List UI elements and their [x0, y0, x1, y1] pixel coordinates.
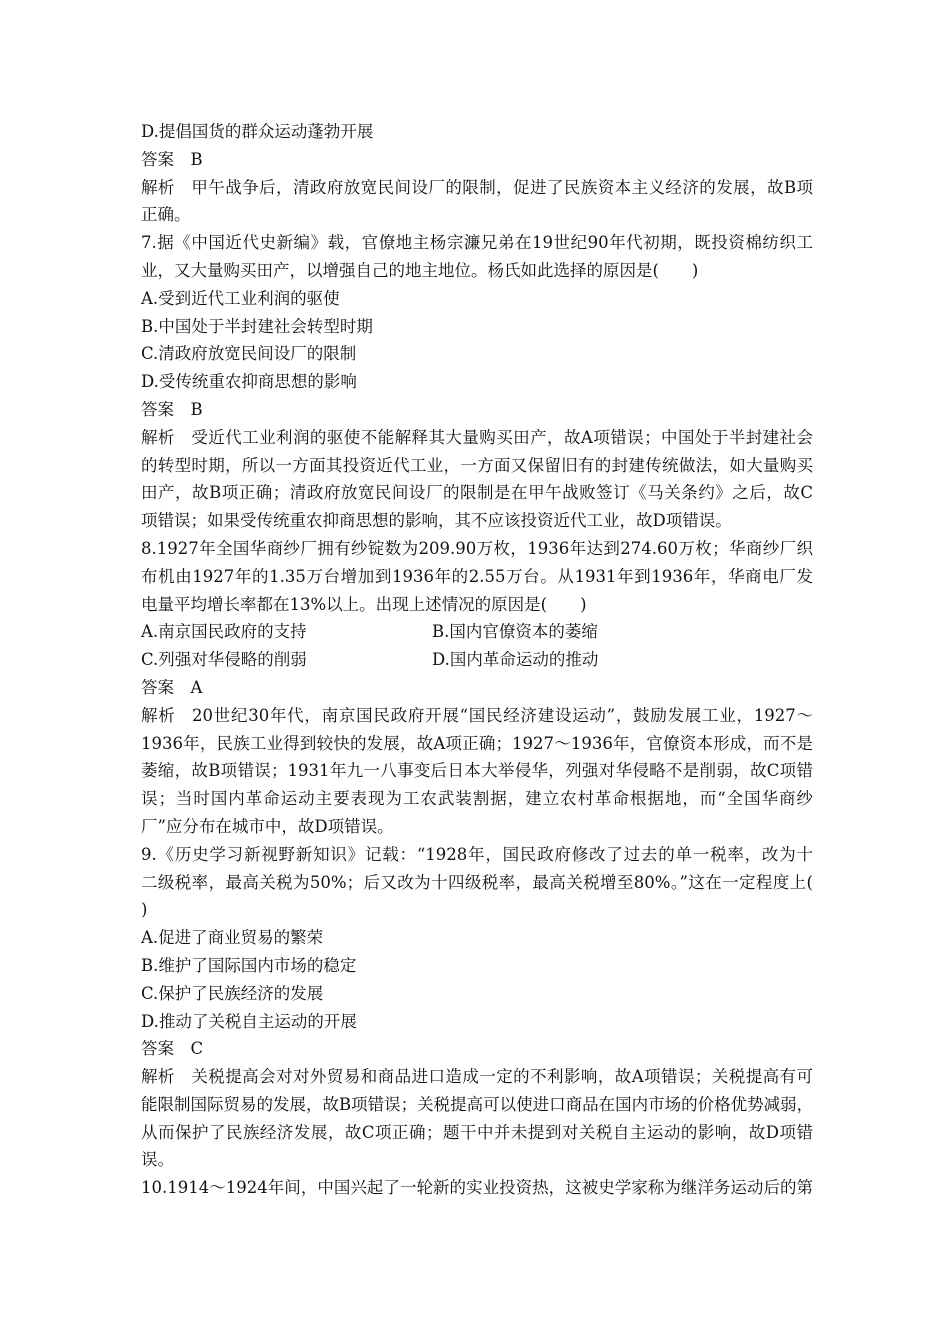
q8-option-d: D.国内革命运动的推动 [432, 650, 599, 670]
q8-option-c: C.列强对华侵略的削弱 [141, 650, 307, 670]
q8-options-row [141, 646, 813, 674]
q9-option-a: A.促进了商业贸易的繁荣 [141, 928, 324, 948]
q9-option-c: C.保护了民族经济的发展 [141, 983, 324, 1003]
q9-option-b: B.维护了国际国内市场的稳定 [141, 955, 357, 975]
q7-option-b: B.中国处于半封建社会转型时期 [141, 316, 373, 336]
answer-value: B [190, 149, 203, 169]
q6-analysis-line: 正确。 [141, 205, 191, 225]
q6-option-d: D.提倡国货的群众运动蓬勃开展 [141, 122, 374, 141]
q7-analysis-line: 的转型时期，所以一方面其投资近代工业，一方面又保留旧有的封建传统做法，如大量购买 [141, 455, 813, 475]
analysis-label: 解析 [141, 427, 175, 447]
q9-option-d: D.推动了关税自主运动的开展 [141, 1011, 357, 1031]
q7-analysis-line [141, 424, 813, 452]
answer-value: A [190, 677, 203, 697]
q7-stem-line: 业，又大量购买田产，以增强自己的地主地位。杨氏如此选择的原因是( ) [141, 260, 699, 280]
analysis-text: 20世纪30年代，南京国民政府开展“国民经济建设运动”，鼓励发展工业，1927～ [191, 705, 813, 725]
q8-analysis-line [141, 702, 813, 730]
q7-option-a: A.受到近代工业利润的驱使 [141, 288, 340, 308]
q8-stem-line: 8.1927年全国华商纱厂拥有纱锭数为209.90万枚，1936年达到274.60万枚；华商纱厂织 [141, 538, 813, 558]
q8-option-b: B.国内官僚资本的萎缩 [432, 622, 598, 642]
q8-answer [141, 674, 813, 702]
answer-label: 答案 [141, 677, 174, 697]
q9-answer [141, 1035, 813, 1063]
answer-value: B [190, 399, 203, 419]
answer-label: 答案 [141, 399, 174, 419]
document-page [141, 118, 813, 1202]
q9-analysis-line: 能限制国际贸易的发展，故B项错误；关税提高可以使进口商品在国内市场的价格优势减弱， [141, 1094, 814, 1114]
q7-option-d: D.受传统重农抑商思想的影响 [141, 372, 357, 392]
q8-stem-line: 电量平均增长率都在13%以上。出现上述情况的原因是( ) [141, 594, 587, 614]
answer-label: 答案 [141, 1039, 174, 1059]
q9-analysis-line: 误。 [141, 1150, 174, 1170]
q7-analysis-line: 项错误；如果受传统重农抑商思想的影响，其不应该投资近代工业，故D项错误。 [141, 511, 732, 531]
answer-value: C [190, 1039, 204, 1059]
q6-answer [141, 146, 813, 174]
q7-answer [141, 396, 813, 424]
q10-stem-line: 10.1914～1924年间，中国兴起了一轮新的实业投资热，这被史学家称为继洋务运动后的第 [141, 1178, 813, 1198]
analysis-text: 受近代工业利润的驱使不能解释其大量购买田产，故A项错误；中国处于半封建社会 [191, 427, 813, 447]
q8-option-a: A.南京国民政府的支持 [141, 622, 307, 642]
answer-label: 答案 [141, 149, 174, 169]
q9-stem-line: 9.《历史学习新视野新知识》记载：“1928年，国民政府修改了过去的单一税率，改为十 [141, 844, 813, 864]
q6-analysis-line [141, 174, 813, 202]
q7-stem-line: 7.据《中国近代史新编》载，官僚地主杨宗濂兄弟在19世纪90年代初期，既投资棉纺织工 [141, 233, 813, 253]
analysis-label: 解析 [141, 1067, 175, 1087]
q8-options-row [141, 618, 813, 646]
q9-stem-line: 二级税率，最高关税为50%；后又改为十四级税率，最高关税增至80%。”这在一定程度上( [141, 872, 813, 892]
analysis-text: 关税提高会对对外贸易和商品进口造成一定的不利影响，故A项错误；关税提高有可 [191, 1067, 813, 1087]
analysis-text: 甲午战争后，清政府放宽民间设厂的限制，促进了民族资本主义经济的发展，故B项 [191, 177, 813, 197]
q8-analysis-line: 1936年，民族工业得到较快的发展，故A项正确；1927～1936年，官僚资本形成，而不是 [141, 733, 813, 753]
q9-analysis-line [141, 1063, 813, 1091]
q7-analysis-line: 田产，故B项正确；清政府放宽民间设厂的限制是在甲午战败签订《马关条约》之后，故C [141, 483, 813, 503]
q8-analysis-line: 萎缩，故B项错误；1931年九一八事变后日本大举侵华，列强对华侵略不是削弱，故C项错 [141, 761, 813, 781]
q9-stem-line: ) [141, 900, 148, 920]
q8-analysis-line: 误；当时国内革命运动主要表现为工农武装割据，建立农村革命根据地，而“全国华商纱 [141, 789, 813, 809]
q9-analysis-line: 从而保护了民族经济发展，故C项正确；题干中并未提到对关税自主运动的影响，故D项错 [141, 1122, 813, 1142]
q8-stem-line: 布机由1927年的1.35万台增加到1936年的2.55万台。从1931年到1936年，华商电厂发 [141, 566, 813, 586]
analysis-label: 解析 [141, 705, 176, 725]
q7-option-c: C.清政府放宽民间设厂的限制 [141, 344, 357, 364]
analysis-label: 解析 [141, 177, 175, 197]
q8-analysis-line: 厂”应分布在城市中，故D项错误。 [141, 816, 394, 836]
